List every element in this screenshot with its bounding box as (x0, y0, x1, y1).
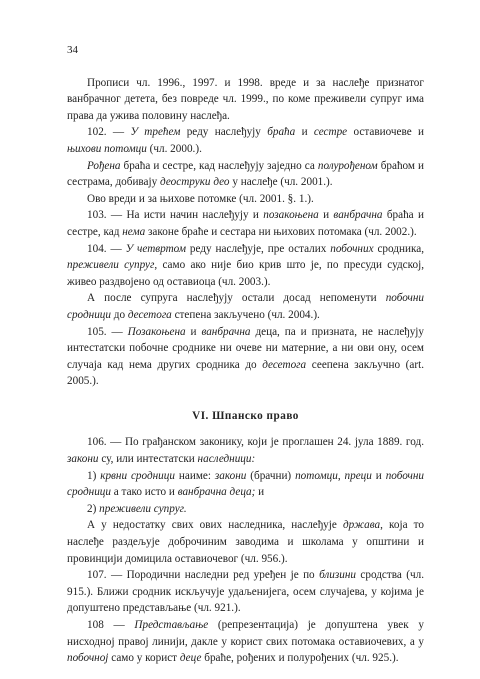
italic-emphasis: полурођеном (317, 159, 378, 172)
text-run: 103. — На исти начин наслеђују и (87, 209, 264, 222)
italic-emphasis: Представљање (134, 619, 209, 631)
paragraph (67, 241, 424, 291)
italic-emphasis: преци (344, 469, 372, 482)
list-item (67, 501, 424, 518)
page-number: 34 (67, 44, 78, 56)
italic-emphasis: преживели супруг. (99, 502, 187, 515)
text-run: А у недостатку свих ових наследника, наслеђује (87, 519, 343, 532)
text-run: А после супруга наслеђују остали досад непоменути (87, 292, 386, 305)
text-run: и (318, 209, 334, 222)
paragraph (67, 517, 424, 567)
text-run: 1) (87, 469, 101, 482)
italic-emphasis: У трећем (130, 126, 181, 139)
italic-emphasis: потомци (295, 469, 338, 482)
text-run: 107. — Породични наследни ред уређен је по (87, 569, 320, 582)
paragraph (67, 75, 424, 125)
text-run: браће, рођених и полурођених (чл. 925.). (201, 652, 399, 665)
text-run: степена закључено (чл. 2004.). (171, 308, 320, 321)
paragraph (67, 324, 424, 390)
italic-emphasis: деоструки део (160, 176, 230, 189)
paragraph (67, 567, 424, 617)
italic-emphasis: десетога (127, 308, 172, 321)
text-run: сродника, (373, 242, 424, 255)
text-run: (репрезентација) је допуштена увек у нисходној правој линији, дакле у корист свих потомака оставиочевих, а у (67, 619, 424, 648)
italic-emphasis: десетога (262, 358, 307, 371)
text-run: 2) (87, 502, 100, 515)
italic-emphasis: сестре (313, 126, 348, 139)
paragraph (67, 124, 424, 157)
text-run: сеепена закључно (art. 2005.). (67, 358, 424, 388)
text-run: Ово вреди и за њихове потомке (чл. 2001. §. 1.). (87, 192, 314, 205)
italic-emphasis: побочних (330, 242, 374, 255)
text-run: реду наслеђују (180, 126, 268, 139)
text-run: законе браће и сестара ни њихових потомака (чл. 2002.). (145, 225, 417, 238)
text-body (67, 75, 424, 667)
italic-emphasis: браћа (267, 126, 296, 139)
italic-emphasis: ванбрачна (333, 209, 383, 222)
italic-emphasis: наследници: (197, 453, 256, 466)
italic-emphasis: ванбрачна деца; (177, 486, 256, 499)
text-run: сродства (чл. 915.). Ближи сродник искључује удаљенијега, осем случајева, у којима је допуштено представљање (чл. 921.). (67, 569, 424, 615)
text-run: 108 — (87, 619, 135, 631)
italic-emphasis: побочни сродници (67, 292, 424, 321)
italic-emphasis: побочној (67, 652, 109, 665)
italic-emphasis: Позакоњена (127, 325, 186, 338)
text-run: и (371, 469, 386, 482)
paragraph (67, 207, 424, 240)
text-run: и (255, 486, 265, 499)
italic-emphasis: У четвртом (125, 242, 186, 255)
italic-emphasis: закони (214, 469, 247, 482)
text-run: (брачни) (246, 469, 296, 482)
text-run: 106. — По грађанском законику, који је проглашен 24. јула 1889. год. (87, 436, 424, 449)
italic-emphasis: деце (179, 652, 202, 665)
text-run: браћа и сестре, кад наслеђују заједно са (120, 159, 318, 172)
italic-emphasis: позакоњена (263, 209, 319, 222)
italic-emphasis: њихови потомци (67, 142, 147, 155)
text-run: реду наслеђује, пре осталих (185, 242, 331, 255)
text-run: браћа и сестре, кад (67, 209, 424, 238)
section-heading: VI. Шпанско право (192, 409, 299, 422)
text-run: наиме: (174, 469, 215, 482)
text-run: а тако исто и (111, 486, 178, 499)
text-run: 104. — (87, 242, 126, 255)
text-run: , која то наслеђе раздељује доброчиним заводима и школама у општини и провинцији домицила оставиочевог (чл. 956.). (67, 519, 424, 565)
text-run: су, или интестатски (98, 453, 198, 466)
text-run: и (185, 325, 202, 338)
text-run: , (337, 469, 345, 482)
text-run: и (295, 126, 314, 139)
text-run: 102. — (87, 126, 131, 139)
italic-emphasis: Рођена (87, 159, 121, 172)
text-run: оставиочеве и (347, 126, 424, 139)
paragraph (67, 617, 424, 667)
paragraph (67, 191, 424, 208)
text-run: у наслеђе (чл. 2001.). (229, 176, 333, 189)
paragraph (67, 158, 424, 191)
italic-emphasis: закони (67, 453, 99, 466)
paragraph (67, 290, 424, 323)
italic-emphasis: нема (122, 225, 146, 238)
list-item (67, 468, 424, 501)
italic-emphasis: близини (319, 569, 356, 582)
italic-emphasis: држава (342, 519, 381, 532)
text-run: браћом и сестрама, добивају (67, 159, 425, 189)
italic-emphasis: ванбрачна (201, 325, 251, 338)
text-run: само у корист (108, 652, 180, 665)
text-run: , само ако није био крив што је, по пресуди судској, живео раздвојено од оставиоца (чл. 2003.). (67, 259, 424, 288)
italic-emphasis: преживели супруг (67, 259, 155, 272)
text-run: деца, па и призната, не наслеђују интестатски побочне сроднике ни очеве ни матерние, а ни ови ону, осем случаја кад нема других сродника до (67, 325, 424, 371)
text-run: (чл. 2000.). (146, 142, 202, 155)
text-run: до (111, 308, 128, 321)
italic-emphasis: побочни сродници (67, 469, 424, 499)
paragraph (67, 434, 424, 467)
text-run: 105. — (87, 325, 128, 338)
italic-emphasis: крвни сродници (100, 469, 175, 482)
text-run: Прописи чл. 1996., 1997. и 1998. вреде и за наслеђе признатог ванбрачног детета, без повреде чл. 1999., по коме преживели супруг има права да ужива половину наслеђа. (67, 76, 424, 122)
